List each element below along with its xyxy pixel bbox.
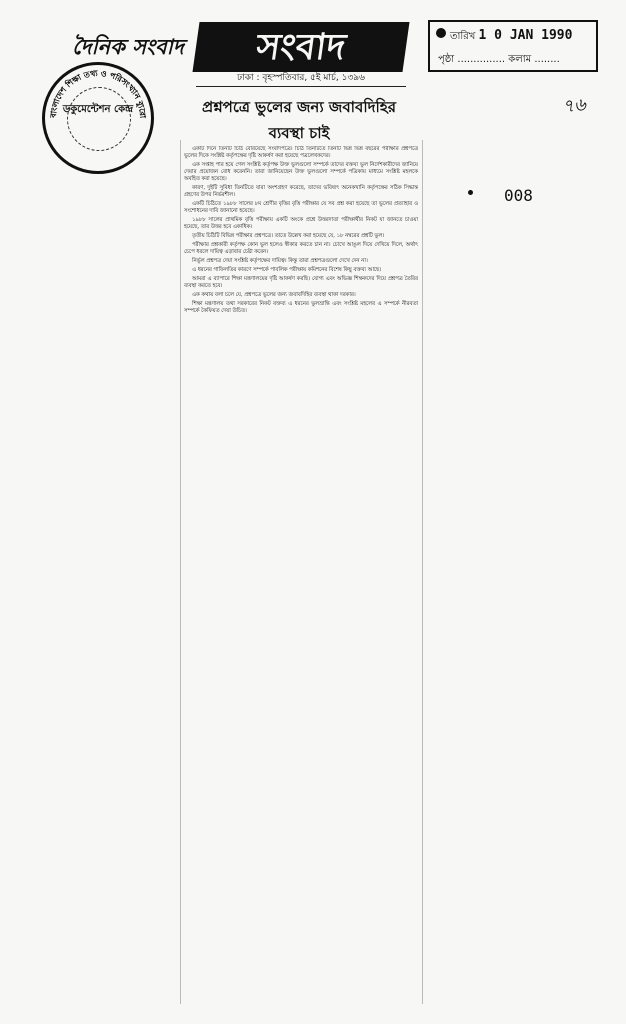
masthead-left-title: দৈনিক সংবাদ	[72, 34, 184, 59]
article-paragraph: আমরা এ ব্যাপারে শিক্ষা মন্ত্রণালয়ের দৃষ্টি আকর্ষণ করছি। যোগ্য এবং অভিজ্ঞ শিক্ষকদের দিয়ে প্রশ্নপত্র তৈরির ব্যবস্থা করতে হবে।	[184, 276, 418, 289]
article-paragraph: নির্ভুল প্রশ্নপত্র দেয়া সংশ্লিষ্ট কর্তৃপক্ষের দায়িত্ব। কিন্তু তারা প্রশ্নপত্রগুলো দেখে দেন না।	[192, 258, 368, 264]
seal-center-text: ডকুমেন্টেশন কেন্দ্র	[62, 104, 134, 115]
page-label: পৃষ্ঠা	[438, 54, 455, 65]
newspaper-logo: সংবাদ	[192, 22, 409, 72]
date-stamp	[428, 20, 598, 72]
library-seal-stamp	[42, 62, 154, 174]
column-rule-left	[180, 140, 181, 1004]
page-column-row: পৃষ্ঠা ............... কলাম ........	[438, 54, 560, 65]
hole-punch-icon	[436, 28, 446, 38]
date-row	[450, 28, 596, 46]
page-number: 008	[504, 186, 533, 205]
headline-line-2: ব্যবস্থা চাই	[268, 124, 330, 142]
article-paragraph: এ ধরনের গাফিলতির কারণে সম্পর্কে পাবলিক পরীক্ষায় কমিশনের বিশেষ কিছু বক্তব্য আছে।	[192, 267, 382, 273]
article-paragraph: একটি দিনে তিনটি চিঠি বেরিয়েছে সংবাদপত্রে। চিঠি তিনটিতে তিনটি ভিন্ন ভিন্ন বছরের পরীক্ষার প্রশ্নপত্রে ভুলের দিকে সংশ্লিষ্ট কর্তৃপক্ষের দৃষ্টি আকর্ষণ করা হয়েছে পত্রলেখকদের।	[184, 146, 418, 159]
dateline: ঢাকা : বৃহস্পতিবার, ৫ই মার্চ, ১৩৯৬	[196, 70, 406, 87]
article-headline	[196, 94, 402, 146]
handwritten-number: ৭৬	[561, 94, 587, 118]
date-value: 1 0 JAN 1990	[478, 28, 573, 43]
seal-ring-text: বাংলাদেশ শিক্ষা তথ্য ও পরিসংখ্যান ব্যুরো	[48, 68, 148, 119]
date-label: তারিখ	[450, 31, 476, 42]
column-label: কলাম	[508, 54, 532, 65]
headline-line-1: প্রশ্নপত্রে ভুলের জন্য জবাবদিহির	[202, 98, 396, 116]
article-paragraph: তৃতীয় চিঠিটি বিভিন্ন পরীক্ষার প্রশ্নপত্রে। তাতে উল্লেখ করা হয়েছে যে, ১৮ নম্বরের প্রশ্নটি ভুল।	[192, 233, 385, 239]
seal-inner-ring	[67, 87, 131, 151]
article-paragraph: এক সপ্তাহ পার হয়ে গেল সংশ্লিষ্ট কর্তৃপক্ষ উক্ত ভুলগুলো সম্পর্কে তাদের বক্তব্য ভুল নির্দেশকারীদের জানিয়ে দেয়ার প্রয়োজন বোধ করেননি। তারা জানিয়েছেন উক্ত ভুলগুলো সম্পর্কে পত্রিকায় মাধ্যমে সংশ্লিষ্ট মহলকে অবহিত করা হয়েছে।	[184, 162, 418, 182]
article-paragraph: কারণ, দুইটি সুবিধা তিনটিতে যারা অংশগ্রহণ করেছে, তাদের ভবিষ্যৎ অনেকখানি কর্তৃপক্ষের সঠিক সিদ্ধান্ত গ্রহণের উপর নির্ভরশীল।	[184, 185, 418, 198]
article-paragraph: শিক্ষা মন্ত্রণালয় তথা সরকারের নিকট বক্তব্য এ ধরনের ভুলভ্রান্তি এবং সংশ্লিষ্ট মহলের এ সম্পর্কে নীরবতা সম্পর্কে কৈফিয়ত দেয়া উচিত।	[184, 301, 418, 314]
ink-dot	[468, 190, 473, 195]
article-paragraph: একটি চিঠিতে ১৯৮৮ সালের ৮ম শ্রেণীর বৃত্তির বৃত্তি পরীক্ষার যে সব প্রশ্ন করা হয়েছে তা ভুলের প্রত্যাহার ও সংশোধনের দাবি জানানো হয়েছে।	[184, 201, 418, 214]
column-rule-right	[422, 140, 423, 1004]
article-paragraph: ১৯৮৮ সালের প্রাথমিক বৃত্তি পরীক্ষায় একটি অংকে প্রশ্নে উত্তরদাতা পরীক্ষার্থীর নিকট যা জানতে চাওয়া হয়েছে, তার উত্তর হবে একাধিক।	[184, 217, 418, 230]
article-paragraph: পরীক্ষার প্রশ্নকারী কর্তৃপক্ষ কোন ভুল হলেও স্বীকার করতে চান না। চোখে আঙুল দিয়ে দেখিয়ে দিলে, অর্থাৎ চেপে ধরলে দায়িত্ব এড়াবার চেষ্টা করেন।	[184, 242, 418, 255]
article-body	[184, 146, 418, 1004]
article-paragraph: এক কথায় বলা চলে যে, প্রশ্নপত্রে ভুলের জন্য জবাবদিহির ব্যবস্থা থাকা দরকার।	[192, 292, 356, 298]
